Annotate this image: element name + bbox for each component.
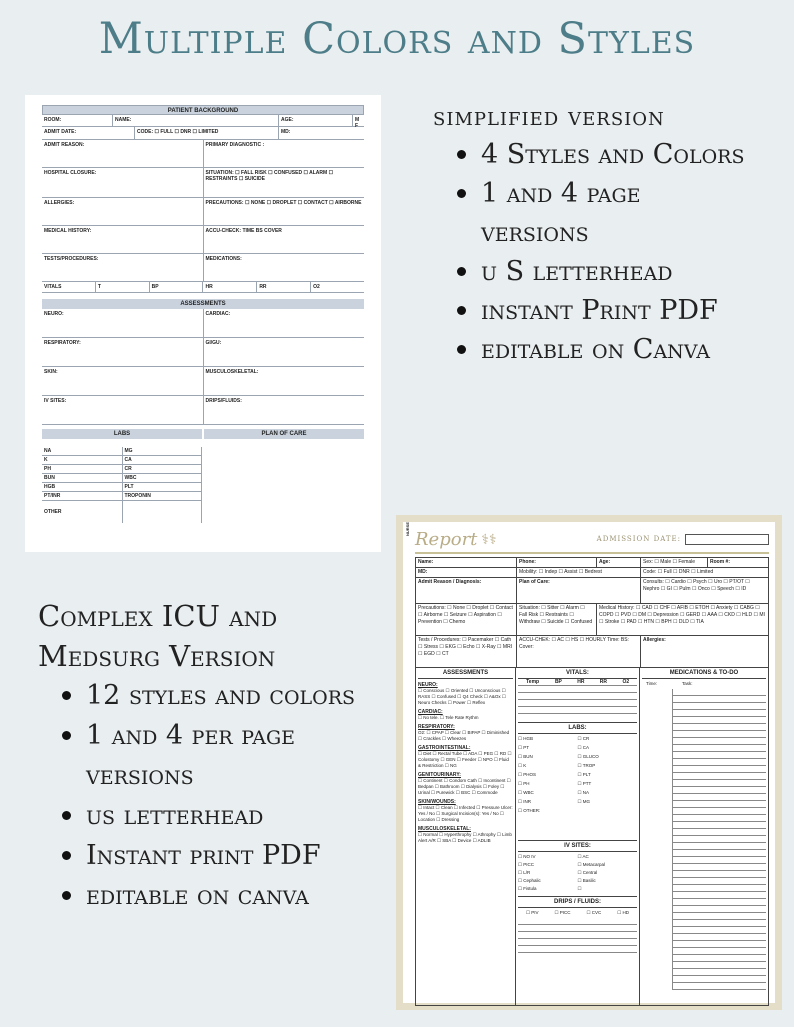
vital-o2: O2 [622,679,630,685]
s2-lab: ☐ PT [518,745,530,750]
skin-label: SKIN: [44,369,58,375]
admission-label: ADMISSION DATE: [596,535,681,543]
admission-date [597,534,769,545]
allergies-label: ALLERGIES: [44,200,75,206]
lab-k: K [44,457,48,463]
s2-precautions: Precautions: ☐ None ☐ Droplet ☐ Contact ☐ Airborne ☐ Seizure ☐ Aspiration ☐ Prevention ☐ Chemo [418,605,513,625]
s2-situation: Situation: ☐ Sitter ☐ Alarm ☐ Fall Risk ☐ Restraints ☐ Withdraw ☐ Suicide ☐ Confused [516,604,596,635]
vital-hr: HR [577,679,585,685]
tests-label: TESTS/PROCEDURES: [44,256,99,262]
s2-drip: ☐ PIV [525,910,539,915]
lab-na: NA [44,448,52,454]
simplified-item: 4 Styles and Colors [459,135,753,174]
complex-heading: Complex ICU and Medsurg Version [38,599,278,673]
complex-section [38,596,368,916]
s2-respiratory: RESPIRATORY: [418,724,455,730]
s2-plan-of-care: Plan of Care: [519,579,550,585]
admit-reason-label: ADMIT REASON: [44,142,85,148]
complex-item: Instant print PDF [62,836,368,876]
simplified-item: instant Print PDF [459,291,753,330]
page-title: Multiple Colors and Styles [98,14,696,64]
s2-gastro-options: ☐ Diet ☐ Rectal Tube ☐ ADA ☐ PEG ☐ RD ☐ Colostomy ☐ GEN ☐ Feeder ☐ NPO ☐ Fluid & Restriction ☐ NG [418,751,512,768]
code-label: CODE: ☐ FULL ☐ DNR ☐ LIMITED [134,127,278,139]
s2-lab: ☐ OTHER: [518,808,541,813]
s2-lab: ☐ BUN [518,754,533,759]
primary-diagnostic-label: PRIMARY DIAGNOSTIC : [203,140,365,167]
simplified-section [433,102,753,369]
s2-drip: ☐ HD [617,910,630,915]
lab-ca: CA [122,456,202,464]
s2-lab: ☐ CR [577,736,590,741]
s2-cardiac: CARDIAC: [418,709,443,715]
s2-labs-header: LABS: [518,722,637,734]
lab-plt: PLT [122,483,202,491]
complex-item: 12 styles and colors [62,676,368,716]
s2-room: Room #: [710,559,730,565]
s2-phone: Phone: [519,559,536,565]
lab-troponin: TROPONIN [122,492,202,500]
s2-lab [578,808,638,814]
s2-vitals-header: VITALS: [518,668,637,679]
complex-item: us letterhead [62,796,368,836]
room-label: ROOM: [44,117,62,123]
simplified-item: 1 and 4 page versions [459,174,753,252]
s2-med-task: Task: [682,681,693,686]
report-sheet [396,515,782,1010]
vital-rr: RR [599,679,607,685]
vital-bp: BP [149,282,203,292]
simplified-heading: simplified version [433,102,665,131]
s2-md: MD: [418,569,428,575]
simplified-item: editable on Canva [459,330,753,369]
s2-lab: ☐ PLT [577,772,591,777]
accu-check-label: ACCU-CHECK: TIME BS COVER [203,226,365,253]
s2-iv: ☐ Basilic [577,878,596,883]
s2-iv: ☐ AC [577,854,589,859]
s2-genito-options: ☐ Continent ☐ Condom Cath ☐ Incontinent ☐ Bedpan ☐ Bathroom ☐ Dialysis ☐ Foley ☐ Urinal ☐ Purewick ☐ BSC ☐ Commode [418,778,511,795]
s2-sex: Sex: ☐ Male ☐ Female [640,558,707,567]
drips-label: DRIPS/FLUIDS: [203,396,365,424]
s2-mobility: Mobility: ☐ Indep ☐ Assist ☐ Bedrest [516,568,640,577]
vitals-label: VITALS [44,284,62,290]
musculoskeletal-label: MUSCULOSKELETAL: [203,367,365,395]
s2-iv: ☐ PICC [518,862,535,867]
s2-cardiac-options: ☐ No tele. ☐ Tele Rate Rythm [418,715,479,720]
gigu-label: GI/GU: [203,338,365,366]
simplified-item: u S letterhead [459,252,753,291]
vital-rr: RR [256,282,310,292]
s2-lab: ☐ NA [577,790,590,795]
report-logo: Report [415,528,478,550]
s2-drip: ☐ PICC [554,910,571,915]
patient-background-sheet [25,95,381,552]
s2-drip: ☐ CVC [586,910,602,915]
complex-item: 1 and 4 per page versions [62,716,368,796]
nurse-label: NURSE [405,521,410,536]
s2-skin: SKIN/WOUNDS: [418,799,456,805]
lab-other: OTHER [44,509,62,515]
s2-lab: ☐ PHOS [518,772,537,777]
s2-lab: ☐ INR [518,799,532,804]
hospital-closure-label: HOSPITAL CLOSURE: [44,170,97,176]
lab-mg: MG [122,447,202,455]
s2-age: Age: [599,559,611,565]
s2-code: Code: ☐ Full ☐ DNR ☐ Limited [640,568,768,577]
s2-admit-reason: Admit Reason / Diagnosis: [418,579,482,585]
s2-lab: ☐ PTT [577,781,592,786]
s2-lab: ☐ K [518,763,527,768]
vital-o2: O2 [310,282,364,292]
iv-sites-label: IV SITES: [44,398,67,404]
assessments-header: ASSESSMENTS [42,299,364,309]
respiratory-label: RESPIRATORY: [44,340,81,346]
s2-iv: ☐ Metacarpal [577,862,606,867]
s2-iv: ☐ L/R [518,870,531,875]
s2-neuro: NEURO: [418,682,438,688]
labs-header: LABS [113,431,131,437]
lab-ph: PH [44,466,51,472]
s2-lab: ☐ MG [577,799,591,804]
medical-history-label: MEDICAL HISTORY: [44,228,92,234]
age-label: AGE: [278,115,352,126]
vital-temp: Temp [526,679,540,685]
vital-t: T [95,282,149,292]
neuro-label: NEURO: [44,311,64,317]
s2-iv: ☐ Cephalic [518,878,541,883]
plan-of-care-header: PLAN OF CARE [202,429,364,439]
s2-iv: ☐ [577,886,582,891]
s2-meds-header: MEDICATIONS & TO-DO [642,668,766,679]
s2-lab: ☐ TROP [577,763,596,768]
s2-med-time: Time: [646,681,658,686]
s2-musculo-options: ☐ Normal ☐ Hyperthrophy ☐ Athrophy ☐ Limb Alert A/R ☐ SBA ☐ Device ☐ ADLIB [418,832,512,843]
s2-respiratory-options: O2: ☐ CPAP ☐ Clear ☐ BIPAP ☐ Diminished ☐ Crackles ☐ Wheezes [418,730,510,741]
s2-tests: Tests / Procedures: ☐ Pacemaker ☐ Cath ☐ Stress ☐ EKG ☐ Echo ☐ X-Ray ☐ MRI ☐ EGD ☐ CT [418,637,513,657]
s2-lab: ☐ PH [518,781,530,786]
s2-consults: Consults: ☐ Cardio ☐ Psych ☐ Uro ☐ PT/OT ☐ Nephro ☐ GI ☐ Pulm ☐ Onco ☐ Speech ☐ ID [640,578,768,603]
s2-lab: ☐ CA [577,745,590,750]
cardiac-label: CARDIAC: [203,309,365,337]
s2-allergies: Allergies: [643,637,666,643]
caduceus-icon: ⚕⚕ [481,530,497,547]
s2-lab: ☐ WBC [518,790,534,795]
medications-label: MEDICATIONS: [203,254,365,281]
s2-lab: ☐ HGB [518,736,534,741]
s2-gastro: GASTROINTESTINAL: [418,745,471,751]
plan-of-care-area [202,447,364,523]
lab-wbc: WBC [122,474,202,482]
s2-iv: ☐ Central [577,870,598,875]
s2-iv: ☐ Fistula [518,886,537,891]
s2-musculo: MUSCULOSKELETAL: [418,826,471,832]
vital-bp: BP [554,679,562,685]
lab-bun: BUN [44,475,55,481]
lab-ptinr: PT/INR [44,493,61,499]
sex-label: M F [352,115,364,126]
s2-medical-history: Medical History: ☐ CAD ☐ CHF ☐ AFIB ☐ ETOH ☐ Anxiety ☐ CABG ☐ COPD ☐ PVD ☐ DM ☐ Depression ☐ GERD ☐ AAA ☐ CKD ☐ HLD ☐ MI ☐ Stroke ☐ PAD ☐ HTN ☐ BPH ☐ DLD ☐ TIA [596,604,768,635]
vital-hr: HR [202,282,256,292]
s2-genito: GENITOURINARY: [418,772,461,778]
s2-name: Name: [418,559,434,565]
s2-lab: ☐ GLUCO [577,754,599,759]
admission-date-field[interactable] [685,534,769,545]
s2-accu-chek: ACCU-CHEK: ☐ AC ☐ HS ☐ HOURLY Time: BS: Cover: [516,636,640,667]
s2-iv-header: IV SITES: [518,840,637,852]
precautions-label: PRECAUTIONS: ☐ NONE ☐ DROPLET ☐ CONTACT ☐ AIRBORNE [203,198,365,225]
complex-item: editable on canva [62,876,368,916]
name-label: NAME: [112,115,278,126]
s2-skin-options: ☐ Intact ☐ Clean ☐ Infected ☐ Pressure Ulcer: Yes / No ☐ Surgical Incision(s): Yes / No ☐ Location ☐ Dressing [418,805,513,822]
s2-assessments-header: ASSESSMENTS [418,668,513,679]
md-label: MD: [278,127,364,139]
lab-hgb: HGB [44,484,56,490]
s2-drips-header: DRIPS / FLUIDS: [518,896,637,908]
lab-other-value [122,501,202,523]
admit-date-label: ADMIT DATE: [44,129,77,135]
sheet-title: PATIENT BACKGROUND [42,105,364,115]
s2-neuro-options: ☐ Conscious ☐ Oriented ☐ Unconscious ☐ RASS ☐ Confused ☐ Q4 Check ☐ A&Ox ☐ Neuro Checks ☐ Power ☐ Reflex [418,688,506,705]
situation-label: SITUATION: ☐ FALL RISK ☐ CONFUSED ☐ ALARM ☐ RESTRAINTS ☐ SUICIDE [203,168,365,197]
lab-cr: CR [122,465,202,473]
s2-iv: ☐ NO IV [518,854,536,859]
